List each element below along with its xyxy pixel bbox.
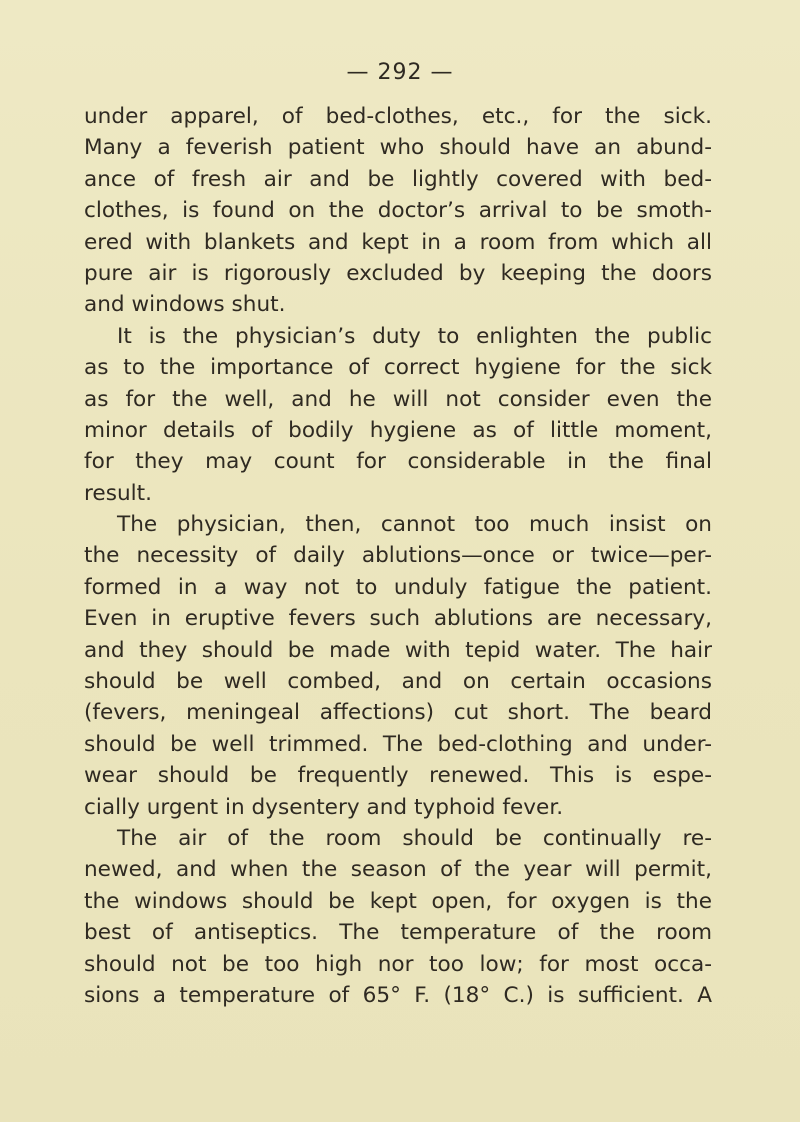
text-line: ered with blankets and kept in a room from which all bbox=[84, 229, 712, 255]
text-line: and windows shut. bbox=[84, 292, 286, 318]
text-line: best of antiseptics. The temperature of the room bbox=[84, 920, 712, 946]
text-line: sions a temperature of 65° F. (18° C.) is sufficient. A bbox=[84, 982, 712, 1008]
text-line: wear should be frequently renewed. This is espe- bbox=[84, 763, 712, 789]
page-number: — 292 — bbox=[346, 60, 454, 85]
text-line: the necessity of daily ablutions—once or twice—per- bbox=[84, 543, 712, 569]
text-line: (fevers, meningeal affections) cut short. The beard bbox=[84, 700, 712, 726]
text-line: Many a feverish patient who should have an abund- bbox=[84, 135, 712, 161]
text-line: formed in a way not to unduly fatigue the patient. bbox=[84, 574, 712, 600]
text-line: should be well trimmed. The bed-clothing and under- bbox=[84, 731, 712, 757]
text-line: newed, and when the season of the year will permit, bbox=[84, 857, 712, 883]
text-line: as for the well, and he will not consider even the bbox=[84, 386, 712, 412]
body-text bbox=[84, 101, 712, 1011]
text-line: cially urgent in dysentery and typhoid fever. bbox=[84, 794, 564, 820]
text-line: for they may count for considerable in the final bbox=[84, 449, 712, 475]
text-line: The air of the room should be continually re- bbox=[117, 825, 712, 851]
text-line: under apparel, of bed-clothes, etc., for the sick. bbox=[84, 104, 712, 129]
text-line: It is the physician’s duty to enlighten the public bbox=[117, 323, 712, 349]
text-line: should not be too high nor too low; for most occa- bbox=[84, 951, 712, 977]
text-line: minor details of bodily hygiene as of little moment, bbox=[84, 417, 712, 443]
text-line: and they should be made with tepid water. The hair bbox=[84, 637, 712, 663]
text-line: pure air is rigorously excluded by keeping the doors bbox=[84, 260, 712, 286]
text-line: ance of fresh air and be lightly covered with bed- bbox=[84, 166, 712, 192]
text-line: as to the importance of correct hygiene for the sick bbox=[84, 355, 712, 381]
text-line: clothes, is found on the doctor’s arrival to be smoth- bbox=[84, 198, 712, 224]
text-line: The physician, then, cannot too much insist on bbox=[117, 512, 712, 538]
text-line: should be well combed, and on certain occasions bbox=[84, 669, 712, 695]
text-line: the windows should be kept open, for oxygen is the bbox=[84, 888, 712, 914]
text-line: result. bbox=[84, 480, 152, 506]
text-line: Even in eruptive fevers such ablutions are necessary, bbox=[84, 606, 712, 632]
